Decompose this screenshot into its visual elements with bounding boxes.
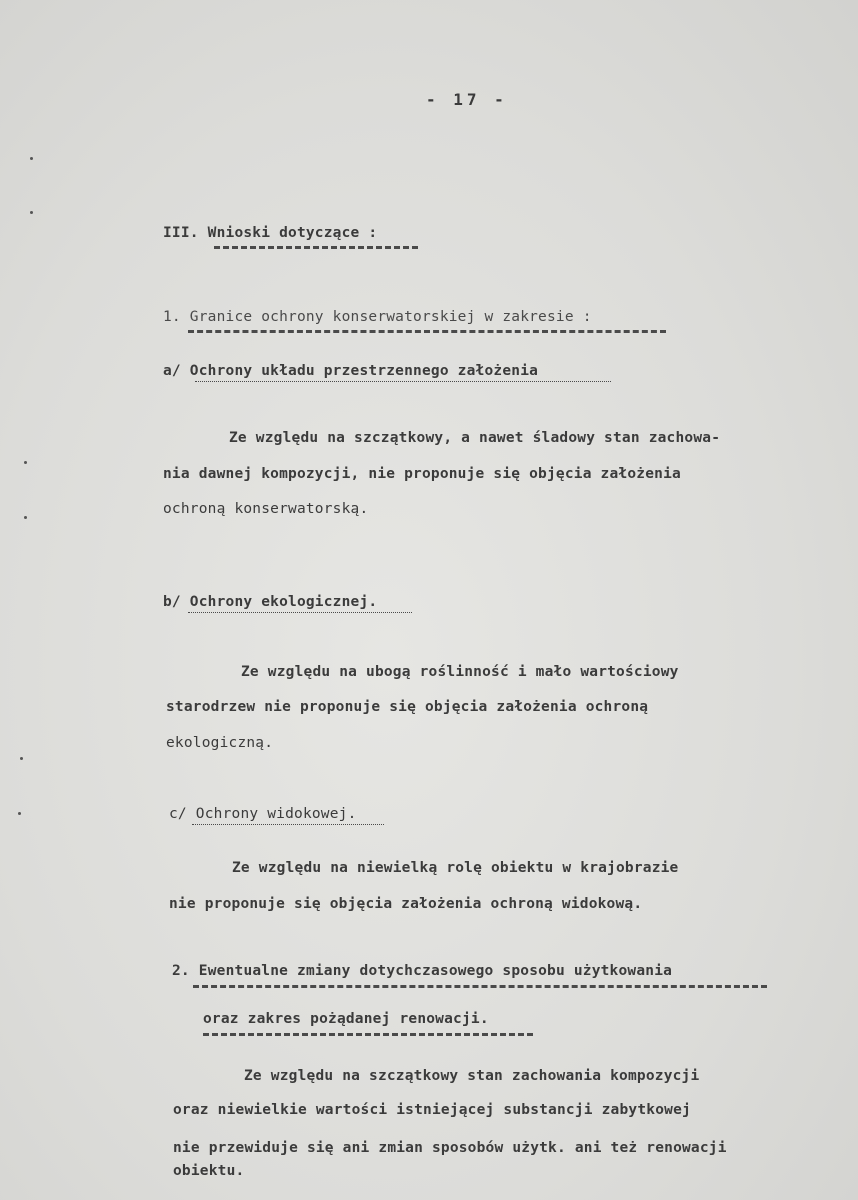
item2-line: obiektu. (173, 1163, 245, 1179)
subsection-a-line: nia dawnej kompozycji, nie proponuje się objęcia założenia (163, 466, 681, 482)
subsection-c-label: c/ Ochrony widokowej. (169, 806, 357, 822)
subsection-b-line: starodrzew nie proponuje się objęcia założenia ochroną (166, 699, 649, 715)
margin-mark (30, 157, 33, 160)
margin-mark (24, 516, 27, 519)
item2-heading-line1: 2. Ewentualne zmiany dotychczasowego sposobu użytkowania (172, 963, 673, 979)
item2-heading-line2-underline (203, 1033, 533, 1036)
section-heading-underline (214, 246, 418, 249)
item1-heading: 1. Granice ochrony konserwatorskiej w zakresie : (163, 309, 592, 325)
margin-mark (30, 211, 33, 214)
item2-heading-line2: oraz zakres pożądanej renowacji. (203, 1011, 489, 1027)
subsection-b-label: b/ Ochrony ekologicznej. (163, 594, 378, 610)
subsection-c-line: nie proponuje się objęcia założenia ochroną widokową. (169, 896, 643, 912)
subsection-b-line: Ze względu na ubogą roślinność i mało wartościowy (241, 664, 679, 680)
subsection-a-underline (195, 381, 611, 382)
item2-line: oraz niewielkie wartości istniejącej substancji zabytkowej (173, 1102, 691, 1118)
margin-mark (18, 812, 21, 815)
item1-heading-underline (188, 330, 666, 333)
item2-line: nie przewiduje się ani zmian sposobów użytk. ani też renowacji (173, 1140, 727, 1156)
subsection-a-line: Ze względu na szczątkowy, a nawet śladowy stan zachowa- (229, 430, 721, 446)
item2-line: Ze względu na szczątkowy stan zachowania kompozycji (244, 1068, 700, 1084)
page-number: - 17 - (426, 90, 508, 109)
subsection-a-line: ochroną konserwatorską. (163, 501, 369, 517)
subsection-b-line: ekologiczną. (166, 735, 274, 751)
subsection-a-label: a/ Ochrony układu przestrzennego założenia (163, 363, 539, 379)
subsection-b-underline (188, 612, 412, 613)
margin-mark (24, 461, 27, 464)
subsection-c-line: Ze względu na niewielką rolę obiektu w krajobrazie (232, 860, 679, 876)
section-heading: III. Wnioski dotyczące : (163, 225, 378, 241)
margin-mark (20, 757, 23, 760)
subsection-c-underline (192, 824, 384, 825)
item2-heading-underline (193, 985, 767, 988)
